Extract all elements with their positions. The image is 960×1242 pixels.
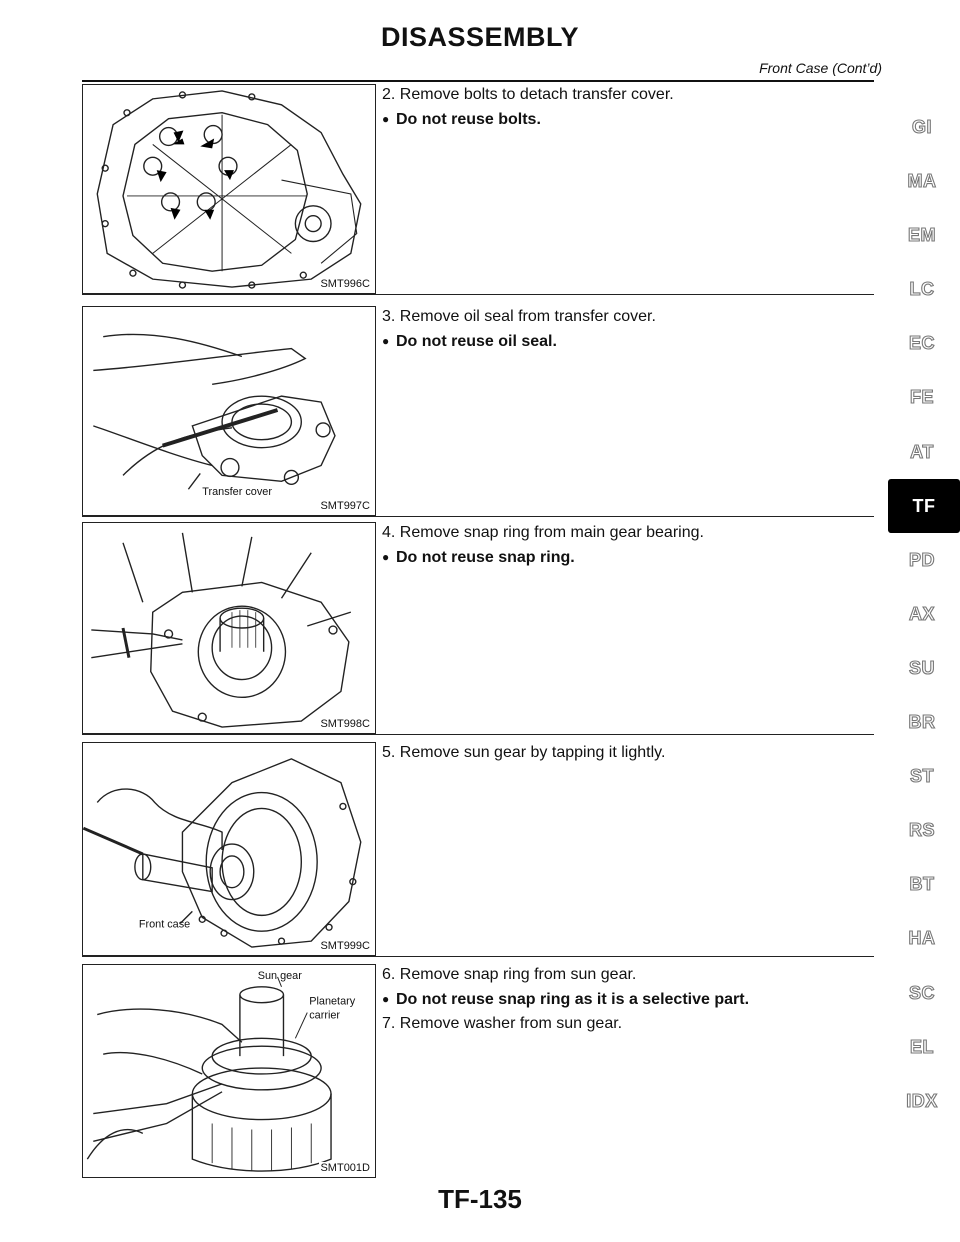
- bullet-icon: ●: [382, 112, 390, 126]
- figure-code: SMT997C: [320, 500, 370, 512]
- step-text: 2. Remove bolts to detach transfer cover.: [382, 86, 674, 103]
- section-text: [382, 306, 874, 355]
- snap-ring-bearing-illustration: [83, 523, 375, 733]
- bullet-icon: ●: [382, 992, 390, 1006]
- step-text: 3. Remove oil seal from transfer cover.: [382, 308, 656, 325]
- figure-smt997c: [82, 306, 376, 516]
- tab-fe[interactable]: FE: [909, 387, 934, 408]
- section-text: [382, 84, 874, 133]
- section-remove-bolts: [82, 84, 874, 295]
- tab-st[interactable]: ST: [909, 766, 934, 787]
- tab-gi[interactable]: GI: [911, 117, 932, 137]
- figure-smt996c: [82, 84, 376, 294]
- figure-code: SMT999C: [320, 940, 370, 952]
- section-index-tabs: [884, 100, 960, 1128]
- figure-smt001d: [82, 964, 376, 1178]
- tab-bt[interactable]: BT: [909, 874, 935, 895]
- transfer-case-bolts-illustration: [83, 85, 375, 293]
- tab-rs[interactable]: RS: [908, 820, 935, 841]
- tab-sc[interactable]: SC: [908, 982, 935, 1003]
- sun-gear-snap-ring-illustration: [83, 965, 375, 1177]
- figure-label-carrier: carrier: [309, 1009, 341, 1022]
- section-remove-snap-ring-bearing: [82, 522, 874, 735]
- tab-at[interactable]: AT: [910, 441, 934, 462]
- figure-label-front-case: Front case: [138, 918, 191, 931]
- page-header-title: DISASSEMBLY: [380, 22, 580, 52]
- tab-br[interactable]: BR: [908, 712, 936, 733]
- sun-gear-tapping-illustration: [83, 743, 375, 955]
- tab-lc[interactable]: LC: [909, 279, 935, 300]
- step-text: 7. Remove washer from sun gear.: [382, 1015, 623, 1032]
- figure-label-sun-gear: Sun gear: [257, 969, 302, 982]
- oil-seal-removal-illustration: [83, 307, 375, 515]
- tab-ha[interactable]: HA: [908, 928, 936, 949]
- page-header-subtitle: Front Case (Cont’d): [759, 60, 882, 76]
- section-text: [382, 742, 874, 766]
- tab-ma[interactable]: MA: [907, 171, 937, 192]
- bullet-icon: ●: [382, 334, 390, 348]
- header-rule: [82, 80, 874, 82]
- step-text: 5. Remove sun gear by tapping it lightly.: [382, 744, 666, 761]
- step-text: 6. Remove snap ring from sun gear.: [382, 966, 637, 983]
- tab-em[interactable]: EM: [908, 225, 936, 246]
- figure-smt998c: [82, 522, 376, 734]
- tab-tf[interactable]: TF: [888, 479, 960, 533]
- section-text: [382, 964, 874, 1037]
- step-text: 4. Remove snap ring from main gear bearing.: [382, 524, 704, 541]
- tab-su[interactable]: SU: [908, 657, 935, 678]
- caution-note: ● Do not reuse oil seal.: [382, 330, 874, 353]
- tab-ax[interactable]: AX: [908, 603, 935, 624]
- section-text: [382, 522, 874, 571]
- tab-ec[interactable]: EC: [908, 333, 935, 354]
- page-number: TF-135: [438, 1184, 522, 1214]
- tab-idx[interactable]: IDX: [906, 1090, 938, 1111]
- tab-el[interactable]: EL: [909, 1036, 934, 1057]
- section-remove-sun-gear: [82, 742, 874, 957]
- caution-note: ● Do not reuse snap ring.: [382, 546, 874, 569]
- figure-code: SMT001D: [320, 1162, 370, 1174]
- section-remove-oil-seal: [82, 306, 874, 517]
- figure-label-transfer-cover: Transfer cover: [202, 486, 272, 499]
- figure-smt999c: [82, 742, 376, 956]
- figure-code: SMT998C: [320, 718, 370, 730]
- caution-note: ● Do not reuse bolts.: [382, 108, 874, 131]
- caution-note: ● Do not reuse snap ring as it is a selective part.: [382, 988, 874, 1011]
- bullet-icon: ●: [382, 550, 390, 564]
- tab-pd[interactable]: PD: [908, 549, 935, 570]
- figure-label-planetary: Planetary: [309, 995, 356, 1008]
- figure-code: SMT996C: [320, 278, 370, 290]
- section-remove-snap-ring-sun-gear: [82, 964, 874, 1178]
